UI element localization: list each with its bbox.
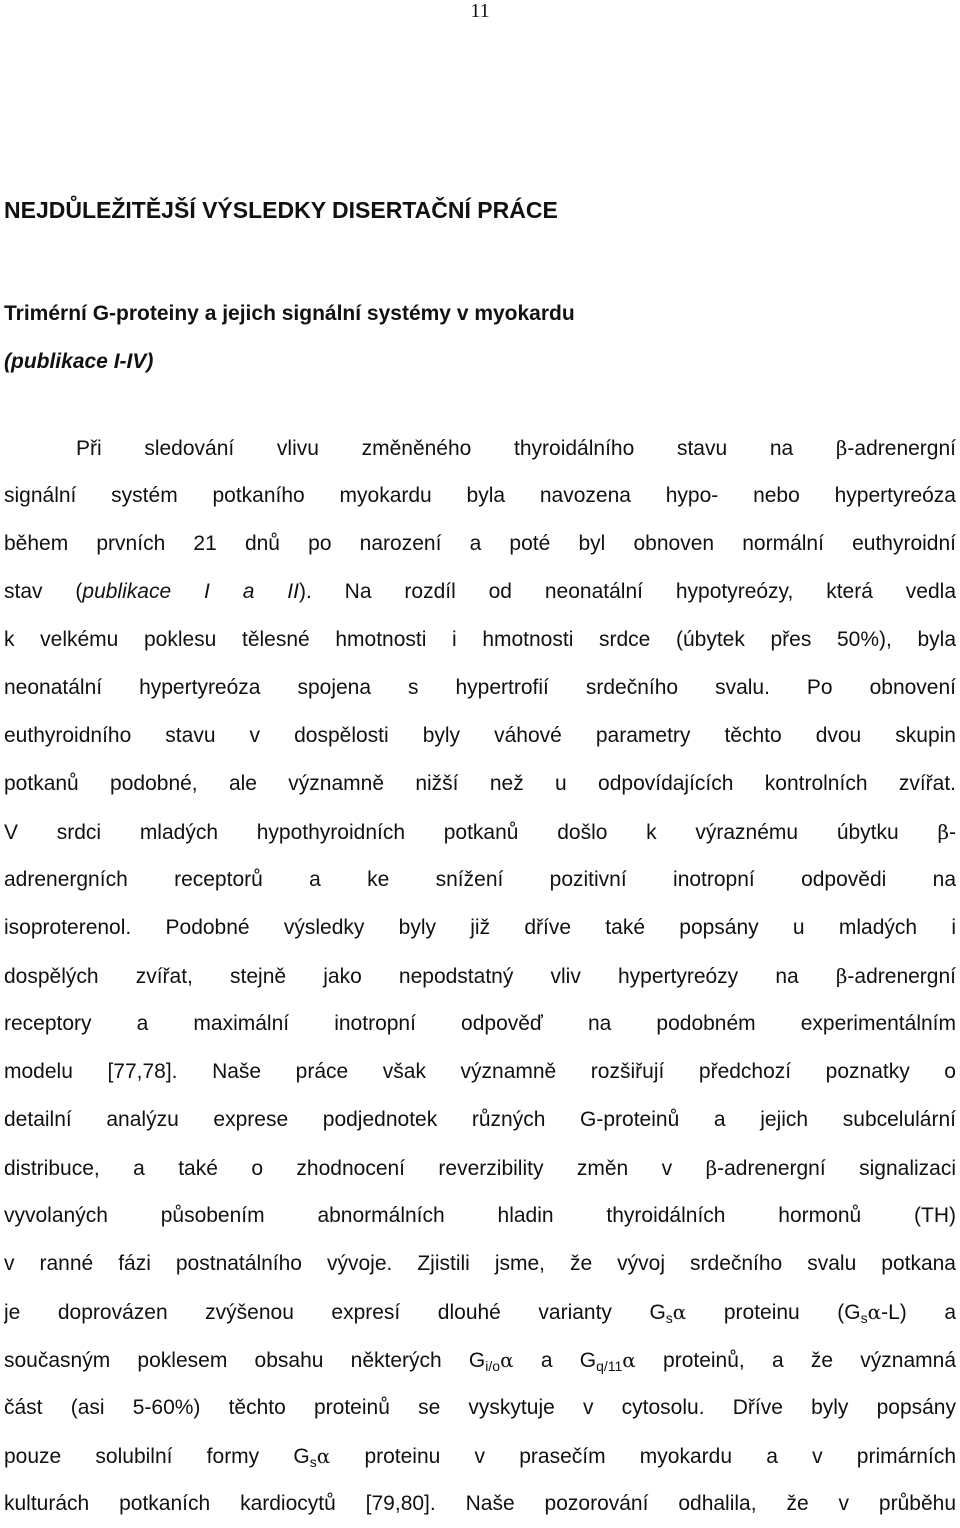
beta-symbol: β <box>835 436 848 460</box>
text-line <box>4 904 956 952</box>
text-line <box>4 472 956 520</box>
text-run: - <box>949 821 956 844</box>
text-run: ). Na rozdíl od neonatální hypotyreózy, která vedla <box>298 580 956 603</box>
subscript: i/o <box>485 1358 501 1374</box>
text-run: kulturách potkaních kardiocytů [79,80]. Naše pozorování odhalila, že v průběhu <box>4 1492 956 1515</box>
text-line <box>4 1432 956 1480</box>
text-run: modelu [77,78]. Naše práce však významně rozšiřují předchozí poznatky o <box>4 1060 956 1083</box>
text-line <box>4 616 956 664</box>
subscript: s <box>860 1310 868 1326</box>
text-line <box>4 520 956 568</box>
publication-citation: publikace I a II <box>82 580 299 603</box>
text-run: Při sledování vlivu změněného thyroidálního stavu na <box>76 437 836 460</box>
body-paragraph <box>4 424 956 1528</box>
subscript: s <box>665 1310 673 1326</box>
subsection-title-text: Trimérní G-proteiny a jejich signální systémy v myokardu <box>4 302 575 325</box>
text-line <box>4 1384 956 1432</box>
subsection-title <box>4 290 575 386</box>
text-line <box>4 760 956 808</box>
text-line <box>4 568 956 616</box>
text-run: adrenergních receptorů a ke snížení pozitivní inotropní odpovědi na <box>4 868 956 891</box>
alpha-symbol: α <box>672 1300 687 1324</box>
text-run: potkanů podobné, ale významně nižší než u odpovídajících kontrolních zvířat. <box>4 772 956 795</box>
text-run: distribuce, a také o zhodnocení reverzibility změn v <box>4 1157 706 1180</box>
subscript: s <box>309 1454 317 1470</box>
beta-symbol: β <box>835 964 848 988</box>
text-run: část (asi 5-60%) těchto proteinů se vyskytuje v cytosolu. Dříve byly popsány <box>4 1396 956 1419</box>
text-run: signální systém potkaního myokardu byla navozena hypo- nebo hypertyreóza <box>4 484 956 507</box>
text-line <box>4 1144 956 1192</box>
text-run: stav ( <box>4 580 83 603</box>
page-number: 11 <box>470 0 490 22</box>
beta-symbol: β <box>937 820 949 844</box>
section-heading: NEJDŮLEŽITĚJŠÍ VÝSLEDKY DISERTAČNÍ PRÁCE <box>4 197 558 223</box>
text-line <box>4 808 956 856</box>
text-run: vyvolaných působením abnormálních hladin thyroidálních hormonů (TH) <box>4 1204 956 1227</box>
text-run: během prvních 21 dnů po narození a poté byl obnoven normální euthyroidní <box>4 532 956 555</box>
text-run: -adrenergní <box>847 965 956 988</box>
alpha-symbol: α <box>867 1300 882 1324</box>
text-run: receptory a maximální inotropní odpověď na podobném experimentálním <box>4 1012 956 1035</box>
text-run: isoproterenol. Podobné výsledky byly již dříve také popsány u mladých i <box>4 916 956 939</box>
text-line <box>4 1192 956 1240</box>
text-run: neonatální hypertyreóza spojena s hypertrofií srdečního svalu. Po obnovení <box>4 676 956 699</box>
text-line <box>4 1480 956 1528</box>
text-run: proteinu v prasečím myokardu a v primárních <box>330 1445 956 1468</box>
alpha-symbol: α <box>500 1348 514 1372</box>
text-line <box>4 1096 956 1144</box>
text-line <box>4 1000 956 1048</box>
text-run: pouze solubilní formy G <box>4 1445 310 1468</box>
text-run: -adrenergní <box>847 437 956 460</box>
text-run: současným poklesem obsahu některých G <box>4 1349 486 1372</box>
text-run: k velkému poklesu tělesné hmotnosti i hmotnosti srdce (úbytek přes 50%), byla <box>4 628 956 651</box>
text-run: proteinů, a že významná <box>635 1349 956 1372</box>
text-line <box>4 1240 956 1288</box>
text-run: v ranné fázi postnatálního vývoje. Zjistili jsme, že vývoj srdečního svalu potkana <box>4 1252 956 1275</box>
text-run: a G <box>513 1349 597 1372</box>
text-run: V srdci mladých hypothyroidních potkanů došlo k výraznému úbytku <box>4 821 938 844</box>
subscript: q/11 <box>596 1358 623 1374</box>
text-line <box>4 712 956 760</box>
text-line <box>4 1336 956 1384</box>
text-run: -L) a <box>881 1301 956 1324</box>
text-line <box>4 424 956 472</box>
publication-reference: (publikace I-IV) <box>4 350 154 373</box>
text-run: -adrenergní signalizaci <box>717 1157 956 1180</box>
text-line <box>4 1048 956 1096</box>
alpha-symbol: α <box>622 1348 636 1372</box>
text-run: je doprovázen zvýšenou expresí dlouhé varianty G <box>4 1301 666 1324</box>
text-run: proteinu (G <box>686 1301 861 1324</box>
text-run: euthyroidního stavu v dospělosti byly váhové parametry těchto dvou skupin <box>4 724 956 747</box>
text-line <box>4 952 956 1000</box>
text-run: dospělých zvířat, stejně jako nepodstatný vliv hypertyreózy na <box>4 965 836 988</box>
beta-symbol: β <box>705 1156 718 1180</box>
text-line <box>4 1288 956 1336</box>
text-run: detailní analýzu exprese podjednotek různých G-proteinů a jejich subcelulární <box>4 1108 956 1131</box>
text-line <box>4 856 956 904</box>
text-line <box>4 664 956 712</box>
alpha-symbol: α <box>316 1444 331 1468</box>
